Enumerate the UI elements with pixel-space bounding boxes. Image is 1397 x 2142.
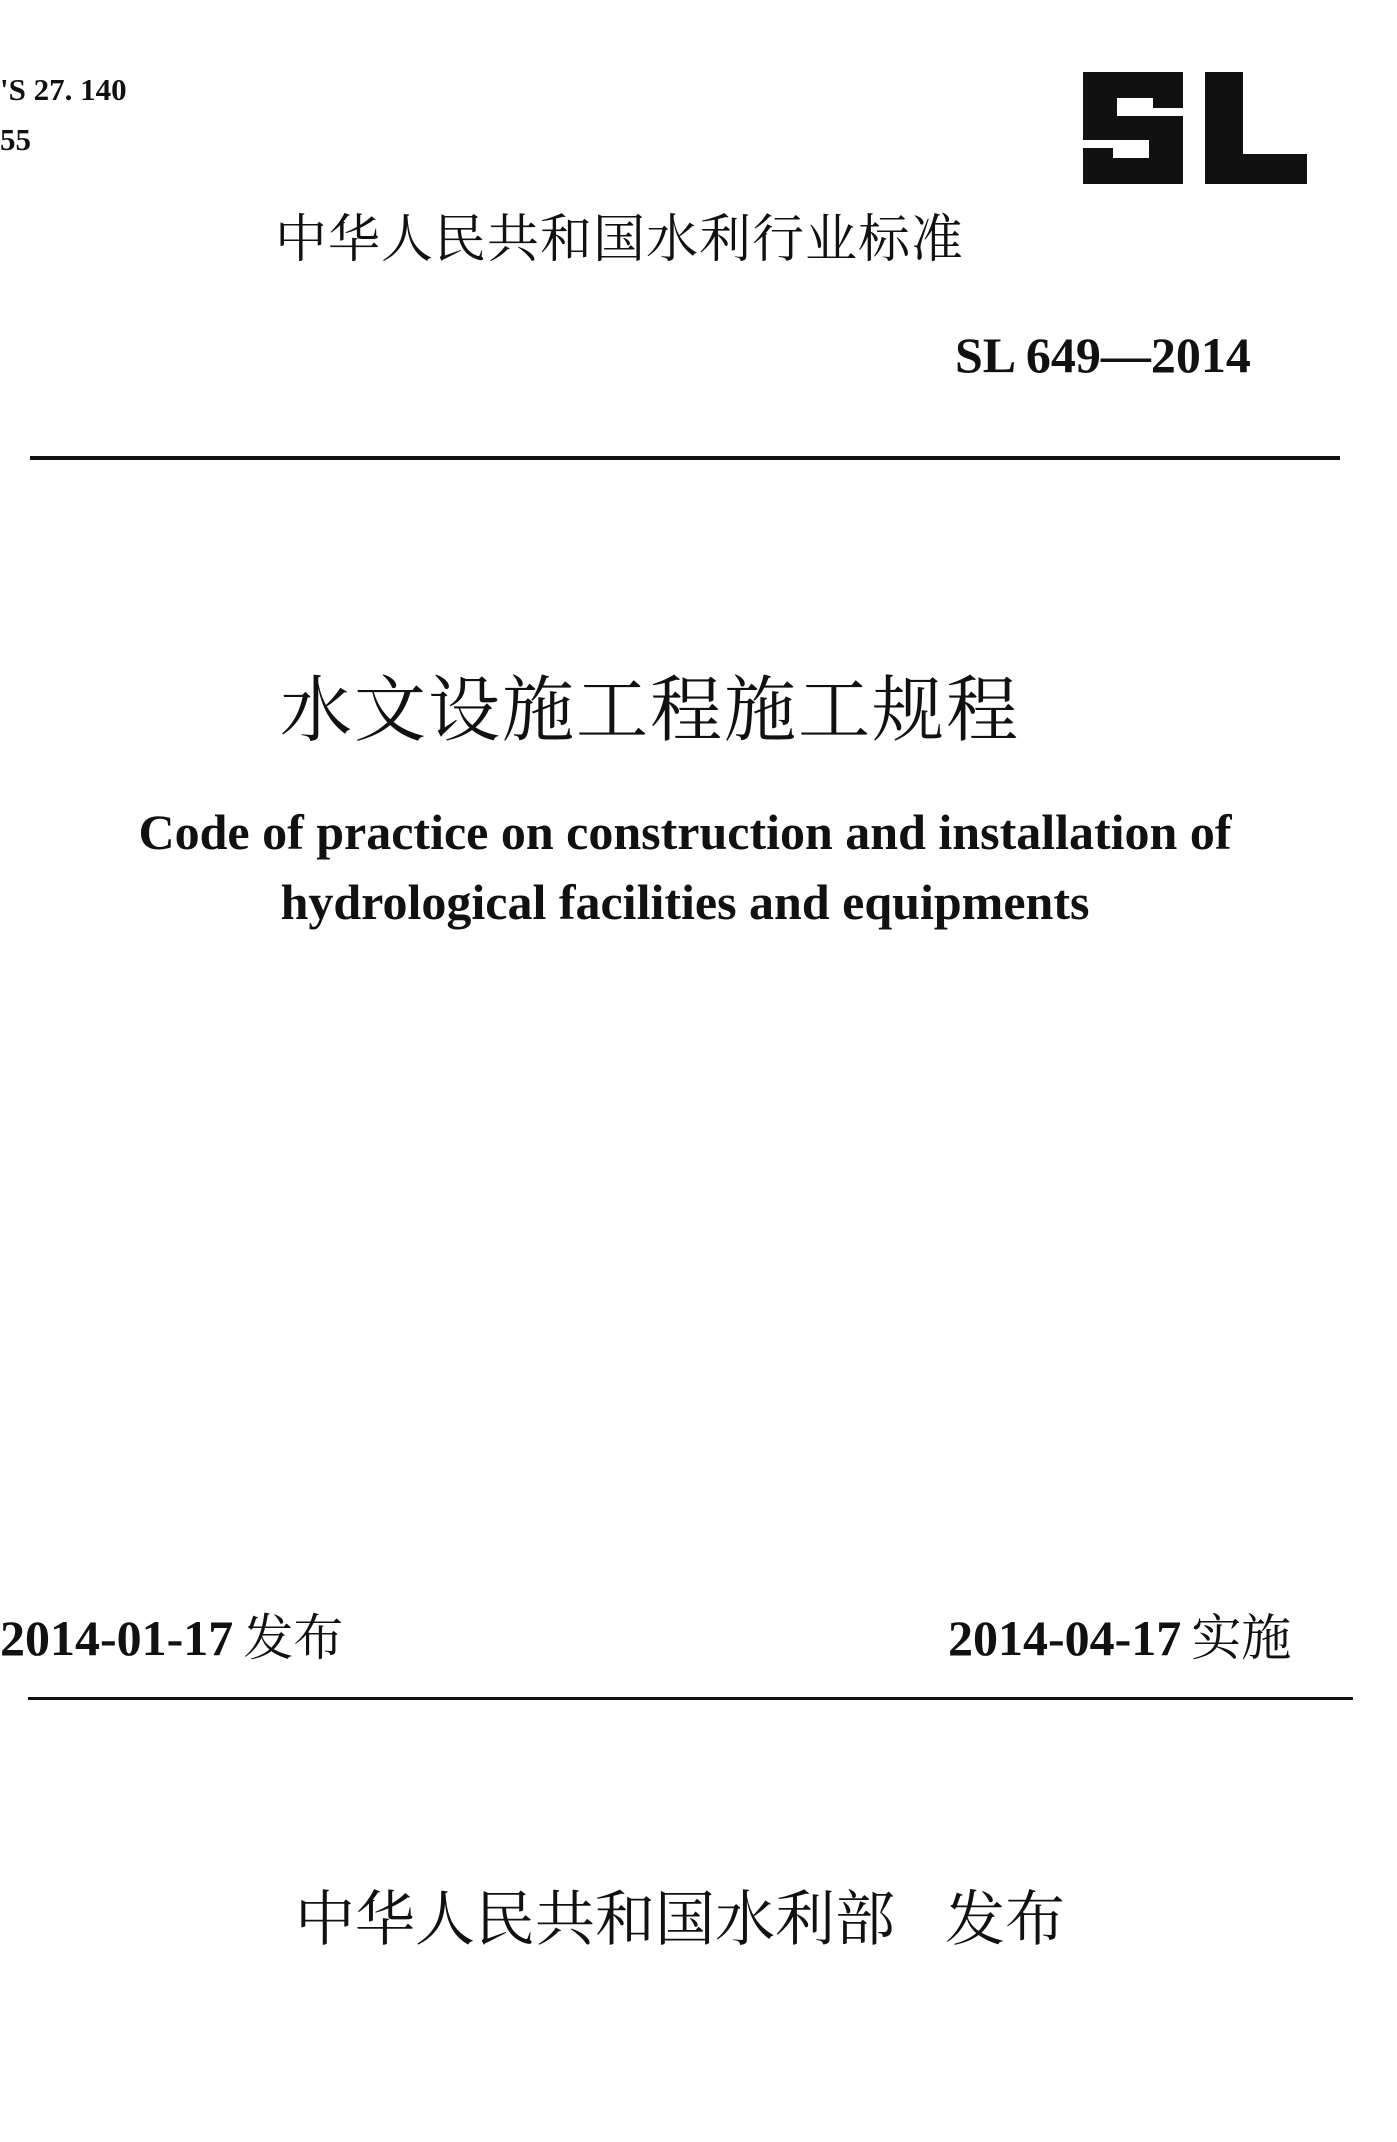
- title-chinese: 水文设施工程施工规程: [279, 668, 1020, 752]
- standard-category-title: 中华人民共和国水利行业标准: [275, 210, 965, 270]
- title-english-line2: hydrological facilities and equipments: [280, 874, 1090, 930]
- publisher-line: [295, 1880, 1065, 1960]
- title-english-line1: Code of practice on construction and installation of: [138, 804, 1232, 860]
- ccs-code: 55: [0, 122, 31, 157]
- top-divider: [30, 456, 1340, 460]
- bottom-divider: [28, 1697, 1353, 1700]
- issue-date-line: [0, 1605, 343, 1671]
- publish-label: 发布: [945, 1885, 1065, 1955]
- implementation-date-line: [948, 1605, 1291, 1671]
- ics-code: 'S 27. 140: [0, 72, 127, 107]
- sl-logo: [1075, 64, 1315, 192]
- issue-date: 2014-01-17: [0, 1610, 234, 1666]
- implementation-date: 2014-04-17: [948, 1610, 1182, 1666]
- issue-label: 发布: [243, 1609, 344, 1667]
- implementation-label: 实施: [1191, 1609, 1292, 1667]
- publisher-name: 中华人民共和国水利部: [295, 1885, 895, 1955]
- standard-number: SL 649—2014: [955, 327, 1251, 383]
